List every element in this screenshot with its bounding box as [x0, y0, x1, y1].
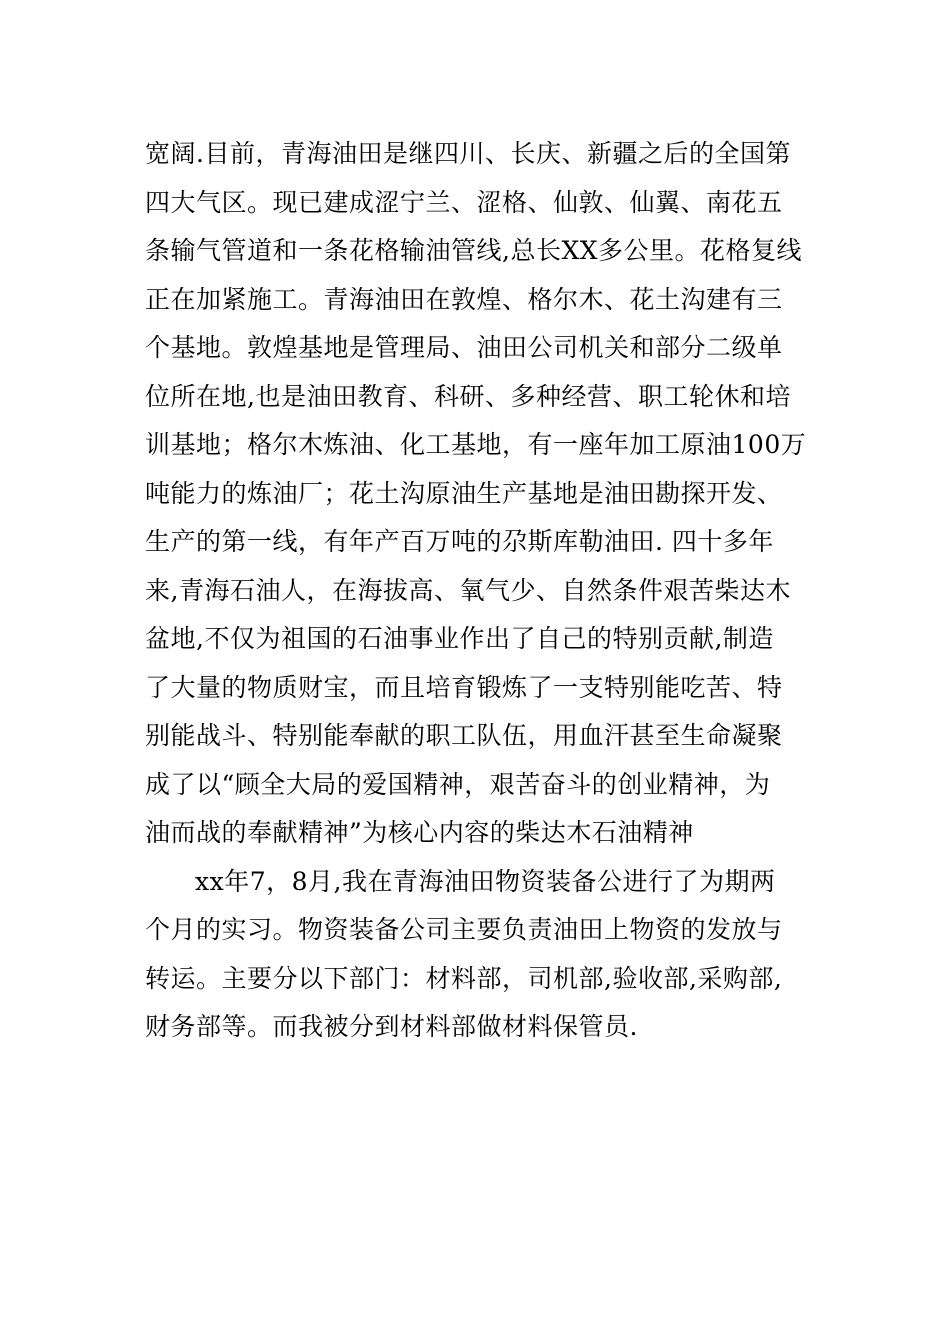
text-line: 训基地；格尔木炼油、化工基地，有一座年加工原油100万	[145, 430, 807, 459]
text-line-indented: xx年7，8月,我在青海油田物资装备公进行了为期两	[195, 866, 776, 896]
text-line: 来,青海石油人，在海拔高、氧气少、自然条件艰苦柴达木	[145, 575, 791, 605]
text-line: 别能战斗、特别能奉献的职工队伍，用血汗甚至生命凝聚	[145, 721, 783, 750]
text-line: 盆地,不仅为祖国的石油事业作出了自己的特别贡献,制造	[145, 624, 774, 653]
text-line: 四大气区。现已建成涩宁兰、涩格、仙敦、仙翼、南花五	[145, 187, 783, 217]
paragraph-2	[145, 858, 815, 1052]
text-line: 个基地。敦煌基地是管理局、油田公司机关和部分二级单	[145, 333, 783, 362]
text-line: 了大量的物质财宝，而且培育锻炼了一支特别能吃苦、特	[145, 672, 783, 702]
text-line: 个月的实习。物资装备公司主要负责油田上物资的发放与	[145, 915, 783, 944]
text-line: 财务部等。而我被分到材料部做材料保管员.	[145, 1012, 638, 1041]
text-line: 位所在地,也是油田教育、科研、多种经营、职工轮休和培	[145, 381, 791, 411]
text-line: 条输气管道和一条花格输油管线,总长XX多公里。花格复线	[145, 236, 803, 265]
text-line: 生产的第一线，有年产百万吨的尕斯库勒油田. 四十多年	[145, 527, 774, 556]
text-line: 油而战的奉献精神”为核心内容的柴达木石油精神	[145, 818, 694, 847]
text-line: 转运。主要分以下部门：材料部，司机部,验收部,采购部,	[145, 963, 783, 993]
text-line: 宽阔.目前，青海油田是继四川、长庆、新疆之后的全国第	[145, 139, 791, 168]
text-line: 成了以“顾全大局的爱国精神，艰苦奋斗的创业精神，为	[145, 769, 771, 799]
document-body	[145, 130, 815, 1052]
text-line: 正在加紧施工。青海油田在敦煌、格尔木、花土沟建有三	[145, 284, 783, 314]
text-line: 吨能力的炼油厂；花土沟原油生产基地是油田勘探开发、	[145, 478, 783, 508]
paragraph-1	[145, 130, 815, 858]
